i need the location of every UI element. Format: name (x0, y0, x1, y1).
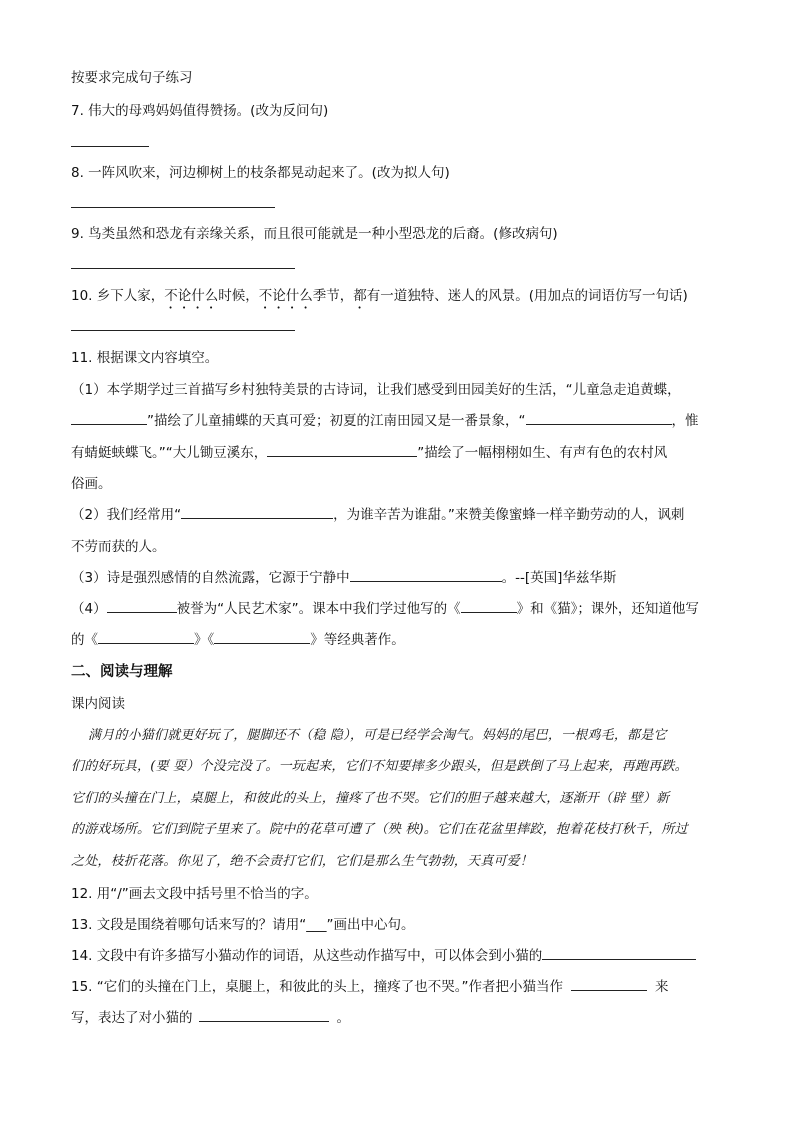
q11-1-text-d: 有蜻蜓蛱蝶飞。”“大儿锄豆溪东， (71, 445, 268, 461)
blank-q11-4-b[interactable] (461, 598, 517, 613)
blank-q11-1-b[interactable] (526, 410, 672, 425)
question-13: 13. 文段是围绕着哪句话来写的？请用“___”画出中心句。 (71, 917, 415, 933)
q10-dotted-2: 不论什么 (258, 288, 313, 304)
q11-4-line2 (71, 628, 405, 648)
heading-sentence-practice: 按要求完成句子练习 (71, 70, 193, 86)
q10-dotted-1: 不论什么 (164, 288, 219, 304)
blank-q11-1-c[interactable] (267, 442, 417, 457)
passage-line: 它们的头撞在门上，桌腿上，和彼此的头上，撞疼了也不哭。它们的胆子越来越大，逐渐开（辟 壁）新 (71, 791, 670, 806)
blank-q15-a[interactable] (571, 976, 647, 991)
question-15-line2 (71, 1006, 350, 1026)
q11-2-text-a: （2）我们经常用“ (71, 507, 182, 523)
q10-text-c: 时候， (218, 288, 259, 304)
blank-q11-4-d[interactable] (214, 629, 310, 644)
section-heading-reading: 二、阅读与理解 (71, 664, 173, 680)
answer-line-9[interactable] (71, 268, 295, 269)
blank-q11-4-a[interactable] (107, 598, 177, 613)
q11-4-text-f: 》等经典著作。 (310, 632, 405, 648)
subheading-in-class-reading: 课内阅读 (71, 696, 125, 712)
question-12: 12. 用“/”画去文段中括号里不恰当的字。 (71, 886, 318, 902)
blank-q14[interactable] (542, 945, 696, 960)
q11-1-text-c: ，惟 (671, 413, 699, 429)
passage-line: 们的好玩具，(要 耍）个没完没了。一玩起来，它们不知要摔多少跟头，但是跌倒了马上起来，再跑再跌。 (71, 759, 688, 774)
q11-2-line1 (71, 503, 684, 523)
q11-4-text-b: 被誉为“人民艺术家”。课本中我们学过他写的《 (176, 601, 461, 617)
passage-line: 满月的小猫们就更好玩了，腿脚还不（稳 隐），可是已经学会淘气。妈妈的尾巴，一根鸡毛，都是它 (88, 728, 667, 743)
answer-line-10[interactable] (71, 330, 295, 331)
passage-line: 之处，枝折花落。你见了，绝不会责打它们，它们是那么生气勃勃，天真可爱！ (71, 854, 534, 869)
q11-4-line1 (71, 597, 699, 617)
question-15-line1 (71, 975, 669, 995)
blank-q15-b[interactable] (199, 1007, 329, 1022)
answer-line-8[interactable] (71, 207, 275, 208)
q11-1-line4: 俗画。 (71, 476, 112, 492)
q11-1-line2 (71, 409, 699, 429)
q15-text-a: 15. “它们的头撞在门上，桌腿上，和彼此的头上，撞疼了也不哭。”作者把小猫当作 (71, 979, 563, 995)
q11-3-text-b: 。--[英国]华兹华斯 (501, 570, 617, 586)
q10-text-e: 季节， (312, 288, 354, 304)
q11-1-text-e: ”描绘了一幅栩栩如生、有声有色的农村风 (417, 445, 668, 461)
question-10 (71, 284, 688, 312)
q11-2-line2: 不劳而获的人。 (71, 539, 166, 555)
q11-4-text-a: （4） (71, 601, 107, 617)
question-8: 8. 一阵风吹来，河边柳树上的枝条都晃动起来了。(改为拟人句) (71, 165, 450, 181)
q11-3-text-a: （3）诗是强烈感情的自然流露，它源于宁静中 (71, 570, 350, 586)
answer-line-7[interactable] (71, 146, 149, 147)
blank-q11-3[interactable] (350, 567, 502, 582)
q11-3-line (71, 566, 616, 586)
q11-4-text-e: 》《 (194, 632, 215, 648)
question-7: 7. 伟大的母鸡妈妈值得赞扬。(改为反问句) (71, 103, 329, 119)
q11-4-text-d: 的《 (71, 632, 98, 648)
q10-text-g: 有一道独特、迷人的风景。(用加点的词语仿写一句话) (366, 288, 688, 304)
q11-1-line1: （1）本学期学过三首描写乡村独特美景的古诗词，让我们感受到田园美好的生活，“儿童急走追黄蝶， (71, 382, 681, 398)
q15-text-c: 写，表达了对小猫的 (71, 1010, 193, 1026)
passage-line: 的游戏场所。它们到院子里来了。院中的花草可遭了（殃 秧)。它们在花盆里摔跤，抱着花枝打秋千，所过 (71, 822, 688, 837)
blank-q11-1-a[interactable] (71, 410, 147, 425)
q11-1-line3 (71, 441, 667, 461)
q11-4-text-c: 》和《猫》；课外，还知道他写 (516, 601, 699, 617)
blank-q11-4-c[interactable] (98, 629, 194, 644)
q15-text-d: 。 (336, 1010, 350, 1026)
q10-dotted-3: 都 (353, 288, 367, 304)
question-11: 11. 根据课文内容填空。 (71, 350, 219, 366)
blank-q11-2[interactable] (181, 504, 333, 519)
q11-2-text-b: ，为谁辛苦为谁甜。”来赞美像蜜蜂一样辛勤劳动的人，讽刺 (333, 507, 685, 523)
q10-text-a: 10. 乡下人家， (71, 288, 165, 304)
question-14 (71, 944, 696, 964)
question-9: 9. 鸟类虽然和恐龙有亲缘关系，而且很可能就是一种小型恐龙的后裔。(修改病句) (71, 226, 558, 242)
q15-text-b: 来 (655, 979, 669, 995)
q14-text: 14. 文段中有许多描写小猫动作的词语，从这些动作描写中，可以体会到小猫的 (71, 948, 543, 964)
q11-1-text-b: ”描绘了儿童捕蝶的天真可爱；初夏的江南田园又是一番景象，“ (147, 413, 526, 429)
